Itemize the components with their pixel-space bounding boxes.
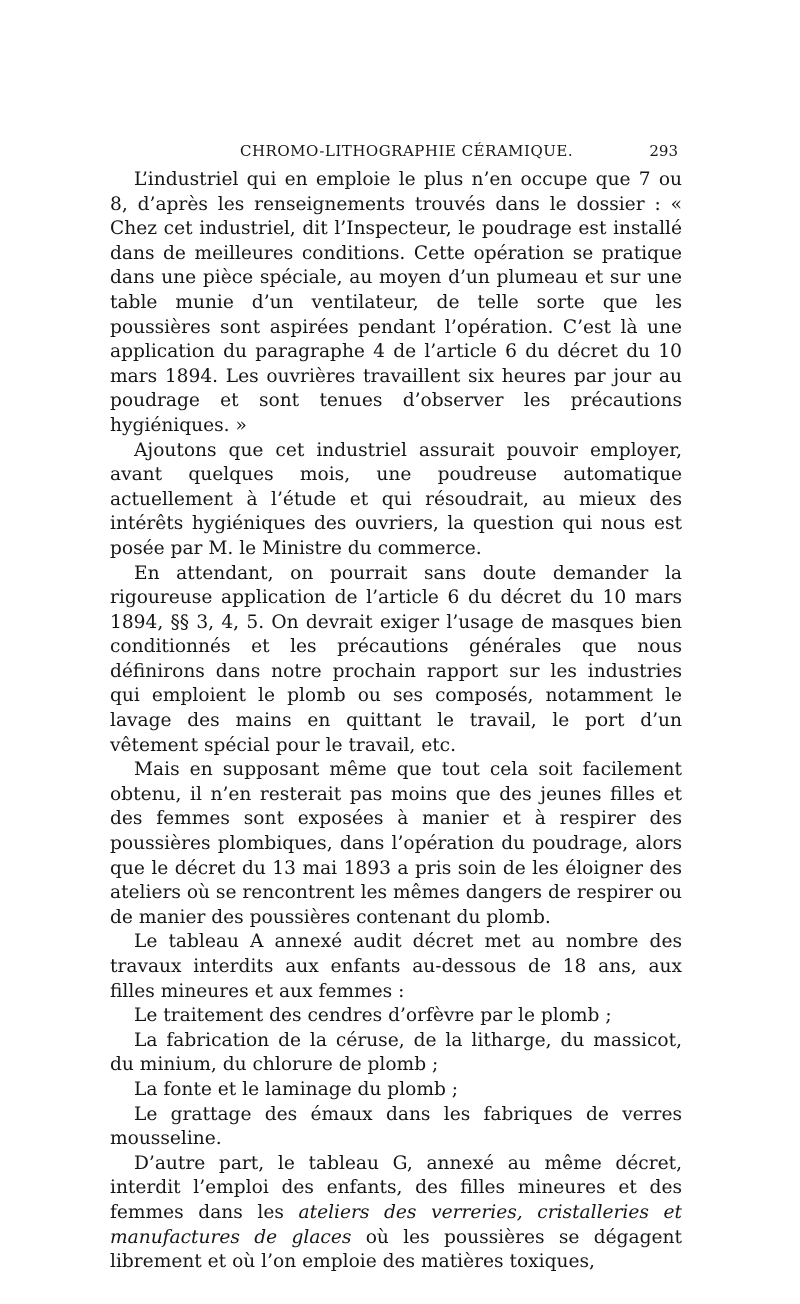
paragraph: L’industriel qui en emploie le plus n’en occupe que 7 ou 8, d’après les renseignements trouvés dans le dossier : « Chez cet industriel, dit l’Inspecteur, le poudrage est installé dans de meilleures conditions. Cette opération se pratique dans une pièce spéciale, au moyen d’un plumeau et sur une table munie d’un ventilateur, de telle sorte que les poussières sont aspirées pendant l’opération. C’est là une application du paragraphe 4 de l’article 6 du décret du 10 mars 1894. Les ouvrières travaillent six heures par jour au poudrage et sont tenues d’observer les précautions hygiéniques. »	[110, 169, 682, 436]
running-title: CHROMO-LITHOGRAPHIE CÉRAMIQUE.	[240, 142, 574, 160]
page-number: 293	[649, 142, 678, 160]
paragraph-last	[110, 1152, 682, 1275]
paragraph: Le tableau A annexé audit décret met au nombre des travaux interdits aux enfants au-dessous de 18 ans, aux filles mineures et aux femmes :	[110, 931, 682, 1002]
page-header	[110, 138, 682, 166]
italic-phrase: ateliers des verreries, cristalleries et manufactures de glaces	[110, 1201, 682, 1248]
paragraph: En attendant, on pourrait sans doute demander la rigoureuse application de l’article 6 du décret du 10 mars 1894, §§ 3, 4, 5. On devrait exiger l’usage de masques bien conditionnés et les précautions générales que nous définirons dans notre prochain rapport sur les industries qui emploient le plomb ou ses composés, notamment le lavage des mains en quittant le travail, le port d’un vêtement spécial pour le travail, etc.	[110, 562, 682, 756]
list-item: Le grattage des émaux dans les fabriques de verres mousseline.	[110, 1103, 682, 1150]
list-item: La fabrication de la céruse, de la litharge, du massicot, du minium, du chlorure de plomb ;	[110, 1029, 682, 1076]
paragraph: Ajoutons que cet industriel assurait pouvoir employer, avant quelques mois, une poudreuse automatique actuellement à l’étude et qui résoudrait, au mieux des intérêts hygiéniques des ouvriers, la question qui nous est posée par M. le Ministre du commerce.	[110, 439, 682, 559]
paragraph-last-end: où les poussières se dégagent librement et où l’on emploie des matières toxiques,	[110, 1226, 682, 1273]
paragraph: Mais en supposant même que tout cela soit facilement obtenu, il n’en resterait pas moins que des jeunes filles et des femmes sont exposées à manier et à respirer des poussières plombiques, dans l’opération du poudrage, alors que le décret du 13 mai 1893 a pris soin de les éloigner des ateliers où se rencontrent les mêmes dangers de respirer ou de manier des poussières contenant du plomb.	[110, 759, 682, 928]
list-item: La fonte et le laminage du plomb ;	[134, 1078, 459, 1100]
list-item: Le traitement des cendres d’orfèvre par le plomb ;	[134, 1005, 612, 1027]
paragraph-last-start: D’autre part, le tableau G, annexé au même décret, interdit l’emploi des enfants, des filles mineures et des femmes dans les	[110, 1152, 682, 1223]
body-text	[110, 168, 682, 1275]
